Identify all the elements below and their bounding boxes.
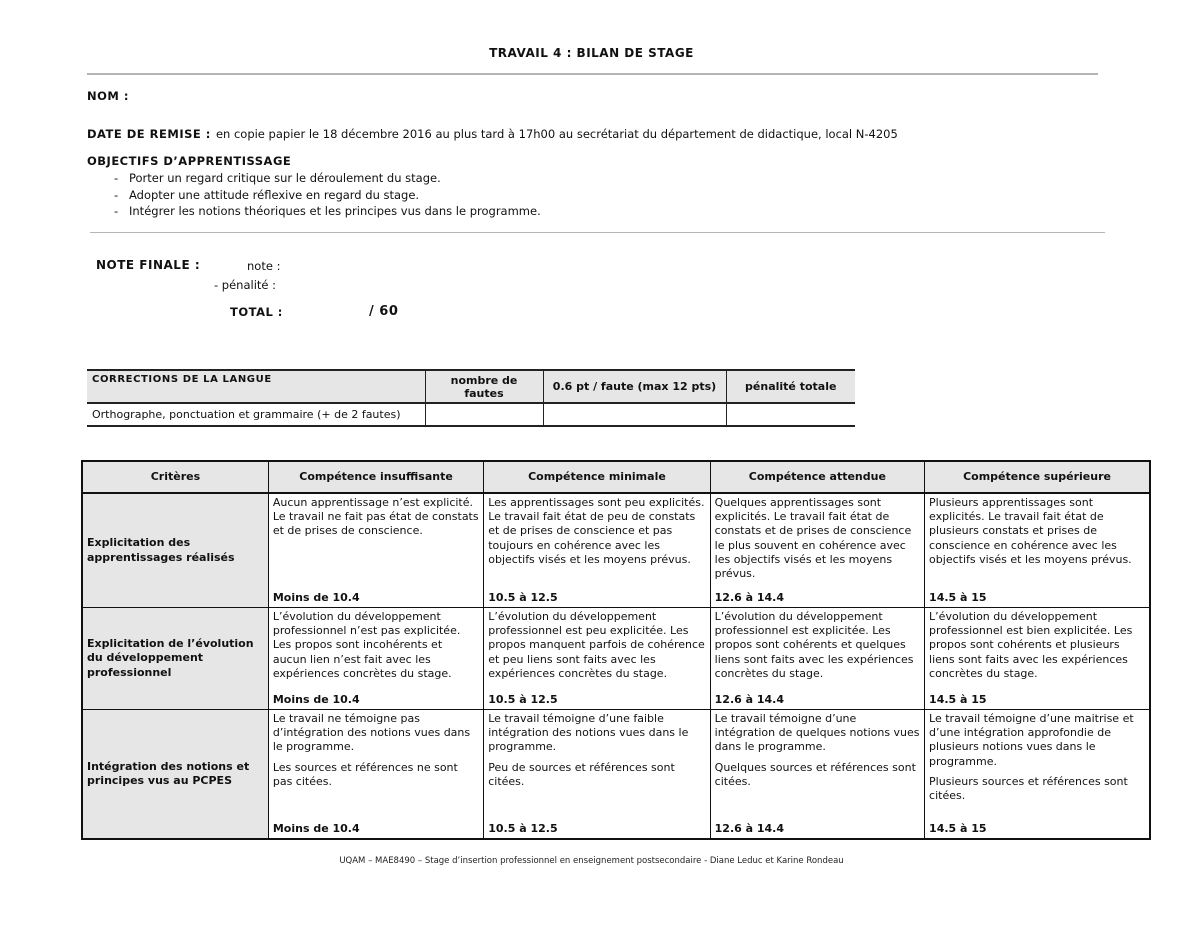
cell-score: Moins de 10.4 (272, 590, 360, 604)
criterion-label: Explicitation des apprentissages réalisés (82, 493, 268, 608)
section-divider (90, 232, 1105, 233)
cell-sources: Plusieurs sources et références sont citées. (929, 774, 1128, 803)
lang-row-label: Orthographe, ponctuation et grammaire (+ de 2 fautes) (87, 403, 425, 426)
remise-line (87, 123, 898, 142)
grid-cell (710, 710, 924, 840)
cell-description: Plusieurs apprentissages sont explicités. Le travail fait état de plusieurs constats et prises de conscience en cohérence avec les objectifs visés et les moyens prévus. (929, 496, 1132, 566)
cell-description: Le travail témoigne d’une faible intégration des notions vues dans le programme. (488, 712, 689, 754)
cell-score: Moins de 10.4 (272, 821, 360, 835)
penalite-label: - pénalité : (214, 278, 277, 292)
lang-header-title: CORRECTIONS DE LA LANGUE (87, 370, 425, 403)
objectif-item: - Adopter une attitude réflexive en regard du stage. (114, 187, 541, 204)
table-row (82, 608, 1150, 710)
cell-description: L’évolution du développement professionnel est peu explicitée. Les propos manquent parfois de cohérence et peu liens sont faits avec les expériences concrètes du stage. (488, 610, 705, 680)
total-max: / 60 (369, 304, 399, 319)
objectif-item: - Porter un regard critique sur le déroulement du stage. (114, 170, 541, 187)
grid-header-attendue: Compétence attendue (710, 461, 924, 493)
header-divider (87, 73, 1098, 75)
lang-count-cell[interactable] (425, 403, 543, 426)
cell-sources: Les sources et références ne sont pas citées. (272, 760, 458, 788)
total-label: TOTAL : (230, 305, 283, 319)
objectifs-list (114, 170, 541, 220)
lang-total-cell[interactable] (726, 403, 855, 426)
lang-header-rate: 0.6 pt / faute (max 12 pts) (543, 370, 726, 403)
note-label: note : (247, 259, 281, 273)
cell-description: L’évolution du développement professionnel est explicitée. Les propos sont cohérents et quelques liens sont faits avec les expériences concrètes du stage. (714, 610, 914, 680)
cell-score: Moins de 10.4 (272, 692, 360, 706)
cell-description: Quelques apprentissages sont explicités. Le travail fait état de constats et de prises de conscience le plus souvent en cohérence avec les objectifs visés et les moyens prévus. (714, 496, 912, 581)
remise-label: DATE DE REMISE : (87, 127, 211, 141)
grid-cell (710, 608, 924, 710)
lang-rate-cell[interactable] (543, 403, 726, 426)
cell-score: 14.5 à 15 (929, 821, 987, 835)
cell-score: 10.5 à 12.5 (488, 821, 558, 835)
criterion-label: Intégration des notions et principes vus au PCPES (82, 710, 268, 840)
cell-score: 14.5 à 15 (929, 692, 987, 706)
grid-cell (484, 493, 710, 608)
cell-score: 14.5 à 15 (929, 590, 987, 604)
cell-score: 10.5 à 12.5 (488, 590, 558, 604)
language-corrections-table (87, 369, 855, 427)
document-title: TRAVAIL 4 : BILAN DE STAGE (489, 46, 694, 60)
grid-header-superieure: Compétence supérieure (925, 461, 1150, 493)
nom-label: NOM : (87, 89, 129, 103)
cell-description: Le travail témoigne d’une intégration de quelques notions vues dans le programme. (714, 712, 920, 754)
cell-score: 12.6 à 14.4 (714, 821, 785, 835)
cell-score: 10.5 à 12.5 (488, 692, 558, 706)
cell-description: Le travail témoigne d’une maitrise et d’une intégration approfondie de plusieurs notions vues dans le programme. (929, 712, 1134, 768)
cell-score: 12.6 à 14.4 (714, 692, 785, 706)
cell-sources: Quelques sources et références sont citées. (714, 760, 916, 788)
grid-cell (925, 710, 1150, 840)
evaluation-grid (81, 460, 1151, 840)
remise-text: en copie papier le 18 décembre 2016 au plus tard à 17h00 au secrétariat du département de didactique, local N-4205 (215, 127, 898, 141)
cell-description: L’évolution du développement professionnel n’est pas explicitée. Les propos sont incohérents et aucun lien n’est fait avec les expériences concrètes du stage. (272, 610, 461, 680)
criterion-label: Explicitation de l’évolution du développement professionnel (82, 608, 268, 710)
grid-cell (268, 710, 483, 840)
objectifs-label: OBJECTIFS D’APPRENTISSAGE (87, 154, 292, 168)
lang-header-count: nombre de fautes (425, 370, 543, 403)
cell-description: Aucun apprentissage n’est explicité. Le travail ne fait pas état de constats et de prises de conscience. (272, 496, 479, 538)
page-footer: UQAM – MAE8490 – Stage d’insertion professionnel en enseignement postsecondaire - Diane Leduc et Karine Rondeau (339, 856, 844, 866)
grid-cell (268, 493, 483, 608)
cell-description: Les apprentissages sont peu explicités. Le travail fait état de peu de constats et de prises de conscience et pas toujours en cohérence avec les objectifs visés et les moyens prévus. (488, 496, 705, 566)
grid-cell (710, 493, 924, 608)
note-finale-label: NOTE FINALE : (96, 258, 201, 272)
grid-header-minimale: Compétence minimale (484, 461, 710, 493)
grid-cell (484, 608, 710, 710)
cell-score: 12.6 à 14.4 (714, 590, 785, 604)
grid-cell (925, 493, 1150, 608)
cell-sources: Peu de sources et références sont citées. (488, 760, 675, 788)
lang-header-total: pénalité totale (726, 370, 855, 403)
grid-header-insuffisante: Compétence insuffisante (268, 461, 483, 493)
grid-header-criteres: Critères (82, 461, 268, 493)
grid-cell (268, 608, 483, 710)
grid-cell (925, 608, 1150, 710)
table-row (82, 710, 1150, 840)
table-row (82, 493, 1150, 608)
cell-description: L’évolution du développement professionnel est bien explicitée. Les propos sont cohérents et plusieurs liens sont faits avec les expériences concrètes du stage. (929, 610, 1133, 680)
objectif-item: - Intégrer les notions théoriques et les principes vus dans le programme. (114, 203, 541, 220)
grid-cell (484, 710, 710, 840)
cell-description: Le travail ne témoigne pas d’intégration des notions vues dans le programme. (272, 712, 471, 754)
